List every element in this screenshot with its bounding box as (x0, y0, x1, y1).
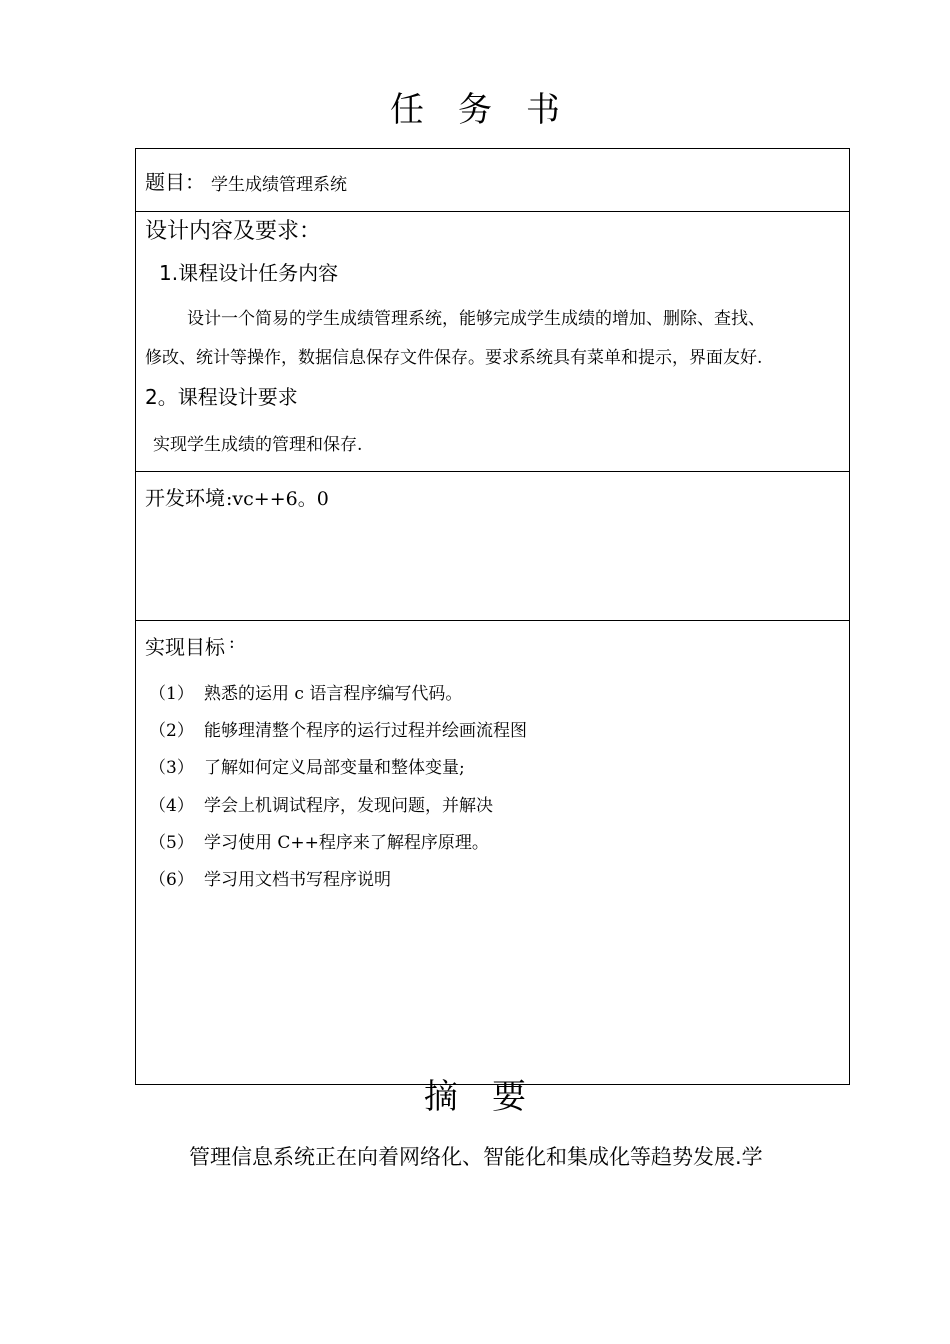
goals-section (136, 620, 849, 1086)
design-para1-line1: 设计一个简易的学生成绩管理系统，能够完成学生成绩的增加、删除、查找、 (187, 309, 765, 329)
goal-number: （6） (149, 870, 194, 890)
task-table (135, 148, 850, 1085)
abstract-title: 摘 要 (424, 1077, 526, 1117)
topic-label: 题目： (145, 170, 205, 194)
goal-text: 熟悉的运用 c 语言程序编写代码。 (204, 684, 463, 704)
goal-text: 学会上机调试程序，发现问题，并解决 (204, 796, 493, 816)
env-section (136, 471, 849, 620)
goals-label: 实现目标 (145, 635, 225, 659)
env-value: :vc++6。0 (226, 488, 329, 510)
design-para1-line2: 修改、统计等操作，数据信息保存文件保存。要求系统具有菜单和提示，界面友好. (145, 348, 763, 368)
goal-text: 学习使用 C++程序来了解程序原理。 (204, 833, 489, 853)
goal-text: 能够理清整个程序的运行过程并绘画流程图 (204, 721, 527, 741)
design-sub1: 1.课程设计任务内容 (159, 261, 339, 285)
design-sub2: 2。课程设计要求 (145, 385, 298, 409)
goal-number: （3） (149, 758, 194, 778)
abstract-text: 管理信息系统正在向着网络化、智能化和集成化等趋势发展.学 (189, 1145, 763, 1169)
goal-number: （5） (149, 833, 194, 853)
design-para2: 实现学生成绩的管理和保存. (153, 435, 363, 455)
design-heading: 设计内容及要求： (145, 219, 322, 244)
design-section (136, 211, 849, 471)
goal-text: 学习用文档书写程序说明 (204, 870, 391, 890)
goal-number: （4） (149, 796, 194, 816)
topic-section (136, 149, 849, 211)
goal-text: 了解如何定义局部变量和整体变量; (204, 758, 465, 778)
env-label: 开发环境 (145, 486, 225, 510)
goal-number: （2） (149, 721, 194, 741)
topic-value: 学生成绩管理系统 (211, 175, 347, 195)
goal-number: （1） (149, 684, 194, 704)
document-title: 任 务 书 (390, 90, 560, 130)
goals-label-suffix: : (229, 633, 235, 653)
